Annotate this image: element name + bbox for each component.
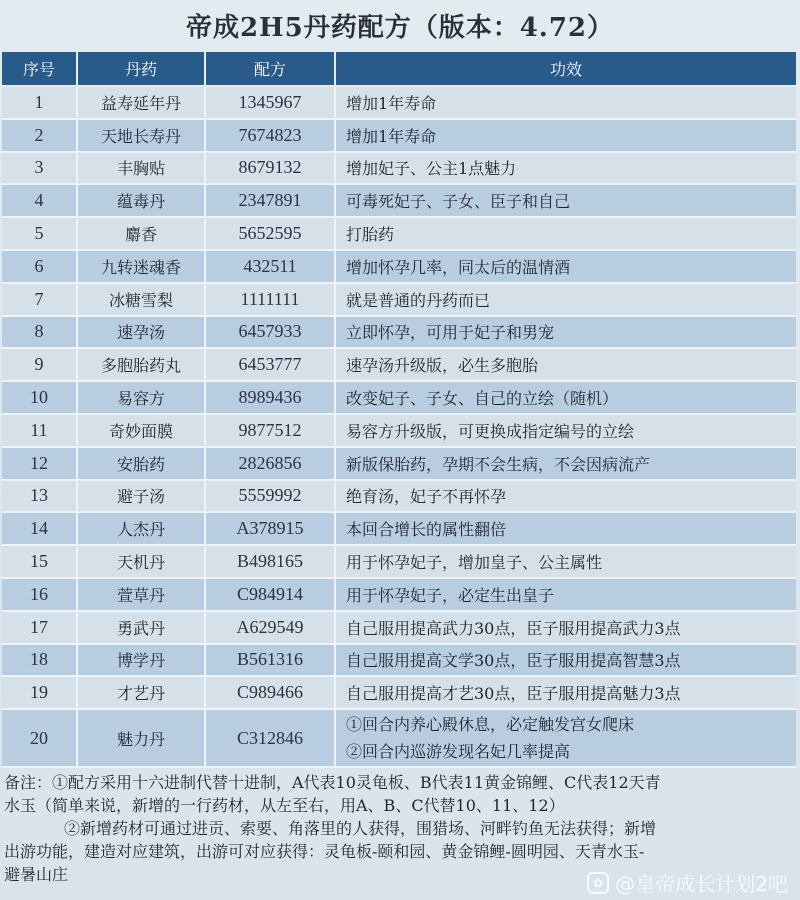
cell-pill-name: 天机丹 [77,545,205,578]
cell-number: 17 [2,611,77,644]
cell-effect: 增加怀孕几率，同太后的温情酒 [335,250,796,283]
note-line: 备注：①配方采用十六进制代替十进制，A代表10灵龟板、B代表11黄金锦鲤、C代表12天青 [4,773,661,792]
cell-pill-name: 易容方 [77,381,205,414]
cell-effect: 用于怀孕妃子，必定生出皇子 [335,578,796,611]
cell-pill-name: 人杰丹 [77,512,205,545]
header-number: 序号 [2,52,77,86]
cell-effect: 本回合增长的属性翻倍 [335,512,796,545]
table-header-row [2,52,796,86]
cell-number: 9 [2,348,77,381]
table-row [2,414,796,447]
cell-pill-name: 速孕汤 [77,316,205,349]
table-row [2,348,796,381]
cell-number: 14 [2,512,77,545]
page-title: 帝成2H5丹药配方（版本：4.72） [185,12,615,43]
table-row [2,86,796,119]
cell-effect: 速孕汤升级版，必生多胞胎 [335,348,796,381]
cell-recipe-code: B561316 [205,644,335,677]
cell-number: 3 [2,152,77,185]
cell-number: 4 [2,184,77,217]
header-recipe: 配方 [205,52,335,86]
watermark [587,868,788,897]
cell-recipe-code: A629549 [205,611,335,644]
cell-pill-name: 冰糖雪梨 [77,283,205,316]
table-row [2,316,796,349]
cell-recipe-code: 5559992 [205,480,335,513]
cell-pill-name: 博学丹 [77,644,205,677]
note-line: 出游功能，建造对应建筑，出游可对应获得：灵龟板-颐和园、黄金锦鲤-圆明园、天青水玉- [4,842,645,861]
cell-effect: 易容方升级版，可更换成指定编号的立绘 [335,414,796,447]
cell-number: 11 [2,414,77,447]
cell-pill-name: 蕴毒丹 [77,184,205,217]
cell-recipe-code: 5652595 [205,217,335,250]
table-row [2,578,796,611]
table-row [2,152,796,185]
cell-recipe-code: C984914 [205,578,335,611]
cell-number: 20 [2,709,77,767]
header-effect: 功效 [335,52,796,86]
cell-pill-name: 勇武丹 [77,611,205,644]
cell-pill-name: 安胎药 [77,447,205,480]
cell-pill-name: 避子汤 [77,480,205,513]
cell-pill-name: 麝香 [77,217,205,250]
cell-recipe-code: 2826856 [205,447,335,480]
cell-effect: 就是普通的丹药而已 [335,283,796,316]
table-row [2,676,796,709]
cell-recipe-code: 9877512 [205,414,335,447]
table-row [2,250,796,283]
cell-pill-name: 魅力丹 [77,709,205,767]
cell-effect: 打胎药 [335,217,796,250]
note-line: ②新增药材可通过进贡、索要、角落里的人获得，围猎场、河畔钓鱼无法获得；新增 [64,819,657,838]
cell-number: 1 [2,86,77,119]
cell-pill-name: 丰胸贴 [77,152,205,185]
header-pill: 丹药 [77,52,205,86]
cell-effect: 新版保胎药，孕期不会生病，不会因病流产 [335,447,796,480]
cell-recipe-code: 1111111 [205,283,335,316]
cell-effect: 可毒死妃子、子女、臣子和自己 [335,184,796,217]
table-row [2,611,796,644]
cell-number: 8 [2,316,77,349]
cell-number: 2 [2,119,77,152]
watermark-text: @皇帝成长计划2吧 [615,872,788,896]
cell-pill-name: 才艺丹 [77,676,205,709]
cell-number: 6 [2,250,77,283]
cell-recipe-code: B498165 [205,545,335,578]
table-row [2,119,796,152]
table-row [2,644,796,677]
cell-effect: 自己服用提高文学30点，臣子服用提高智慧3点 [335,644,796,677]
cell-recipe-code: 8989436 [205,381,335,414]
cell-recipe-code: 8679132 [205,152,335,185]
note-line: 避暑山庄 [4,865,69,884]
effect-line-1: ①回合内养心殿休息，必定触发宫女爬床 [346,715,635,735]
cell-effect: 自己服用提高才艺30点，臣子服用提高魅力3点 [335,676,796,709]
cell-recipe-code: 6453777 [205,348,335,381]
table-row [2,184,796,217]
effect-line-2: ②回合内巡游发现名妃几率提高 [346,742,571,762]
cell-pill-name: 天地长寿丹 [77,119,205,152]
note-line: 水玉（简单来说，新增的一行药材，从左至右，用A、B、C代替10、11、12） [4,796,565,815]
cell-number: 10 [2,381,77,414]
recipe-table [2,52,796,768]
table-row [2,283,796,316]
cell-number: 19 [2,676,77,709]
table-row [2,381,796,414]
cell-effect: 绝育汤，妃子不再怀孕 [335,480,796,513]
cell-pill-name: 益寿延年丹 [77,86,205,119]
cell-number: 5 [2,217,77,250]
cell-effect: 增加1年寿命 [335,119,796,152]
cell-recipe-code: C989466 [205,676,335,709]
cell-effect [335,709,796,767]
cell-effect: 增加1年寿命 [335,86,796,119]
cell-effect: 自己服用提高武力30点，臣子服用提高武力3点 [335,611,796,644]
cell-recipe-code: 7674823 [205,119,335,152]
cell-recipe-code: 2347891 [205,184,335,217]
table-row [2,480,796,513]
cell-number: 15 [2,545,77,578]
cell-effect: 立即怀孕，可用于妃子和男宠 [335,316,796,349]
cell-recipe-code: 6457933 [205,316,335,349]
cell-pill-name: 萱草丹 [77,578,205,611]
cell-number: 13 [2,480,77,513]
table-row [2,512,796,545]
cell-number: 7 [2,283,77,316]
cell-number: 18 [2,644,77,677]
table-row [2,217,796,250]
cell-pill-name: 九转迷魂香 [77,250,205,283]
cell-recipe-code: 1345967 [205,86,335,119]
tieba-paw-icon: ✿ [587,872,609,894]
table-row [2,709,796,767]
cell-effect: 用于怀孕妃子，增加皇子、公主属性 [335,545,796,578]
cell-effect: 增加妃子、公主1点魅力 [335,152,796,185]
cell-pill-name: 奇妙面膜 [77,414,205,447]
table-row [2,447,796,480]
cell-recipe-code: C312846 [205,709,335,767]
cell-number: 12 [2,447,77,480]
cell-effect: 改变妃子、子女、自己的立绘（随机） [335,381,796,414]
table-row [2,545,796,578]
cell-recipe-code: 432511 [205,250,335,283]
cell-pill-name: 多胞胎药丸 [77,348,205,381]
cell-recipe-code: A378915 [205,512,335,545]
cell-number: 16 [2,578,77,611]
